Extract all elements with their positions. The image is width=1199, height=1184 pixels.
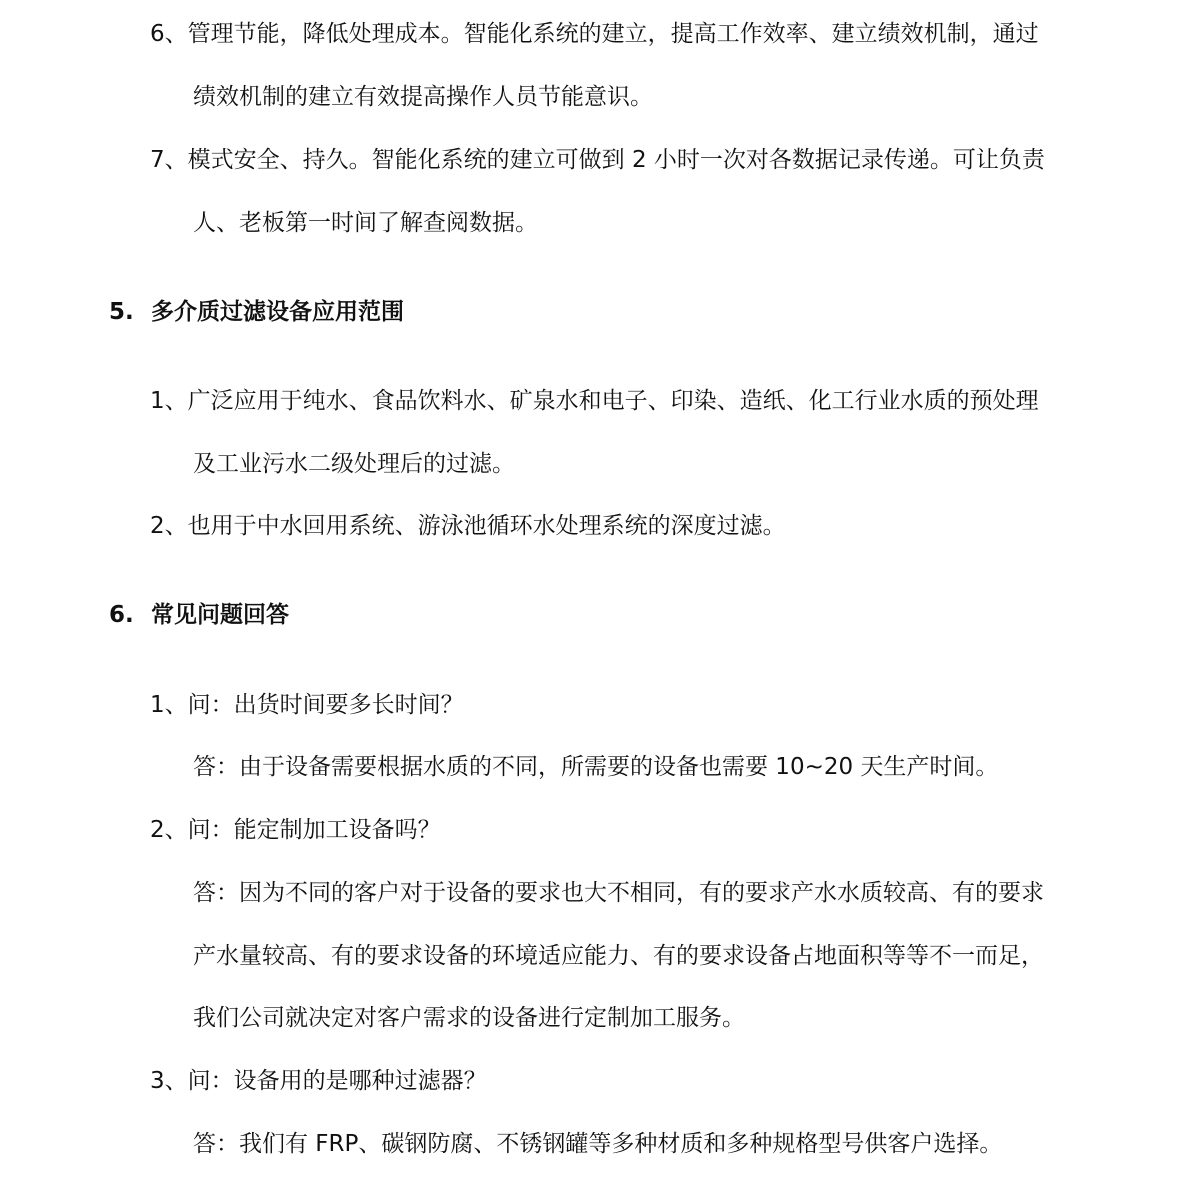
faq-answer-2-line2: 产水量较高、有的要求设备的环境适应能力、有的要求设备占地面积等等不一而足， [193,943,1044,969]
application-item-1-line1: 1、广泛应用于纯水、食品饮料水、矿泉水和电子、印染、造纸、化工行业水质的预处理 [150,388,1039,414]
list-item-6-line2: 绩效机制的建立有效提高操作人员节能意识。 [193,84,653,110]
application-item-1-line2: 及工业污水二级处理后的过滤。 [193,451,515,477]
section-heading-5 [109,297,404,327]
faq-answer-2-line3: 我们公司就决定对客户需求的设备进行定制加工服务。 [193,1005,745,1031]
faq-question-1: 1、问：出货时间要多长时间？ [150,692,464,718]
list-item-7-line2: 人、老板第一时间了解查阅数据。 [193,210,538,236]
application-item-2-line1: 2、也用于中水回用系统、游泳池循环水处理系统的深度过滤。 [150,513,786,539]
section-heading-6 [109,600,289,630]
section-number: 5. [109,299,134,325]
section-title: 常见问题回答 [151,602,289,628]
section-number: 6. [109,602,134,628]
list-item-6-line1: 6、管理节能，降低处理成本。智能化系统的建立，提高工作效率、建立绩效机制，通过 [150,21,1039,47]
faq-answer-1-line1: 答：由于设备需要根据水质的不同，所需要的设备也需要 10~20 天生产时间。 [193,754,999,780]
faq-answer-3-line1: 答：我们有 FRP、碳钢防腐、不锈钢罐等多种材质和多种规格型号供客户选择。 [193,1131,1003,1157]
faq-answer-2-line1: 答：因为不同的客户对于设备的要求也大不相同，有的要求产水水质较高、有的要求 [193,880,1044,906]
list-item-7-line1: 7、模式安全、持久。智能化系统的建立可做到 2 小时一次对各数据记录传递。可让负责 [150,147,1045,173]
faq-question-3: 3、问：设备用的是哪种过滤器？ [150,1068,487,1094]
faq-question-2: 2、问：能定制加工设备吗？ [150,817,441,843]
section-title: 多介质过滤设备应用范围 [151,299,404,325]
